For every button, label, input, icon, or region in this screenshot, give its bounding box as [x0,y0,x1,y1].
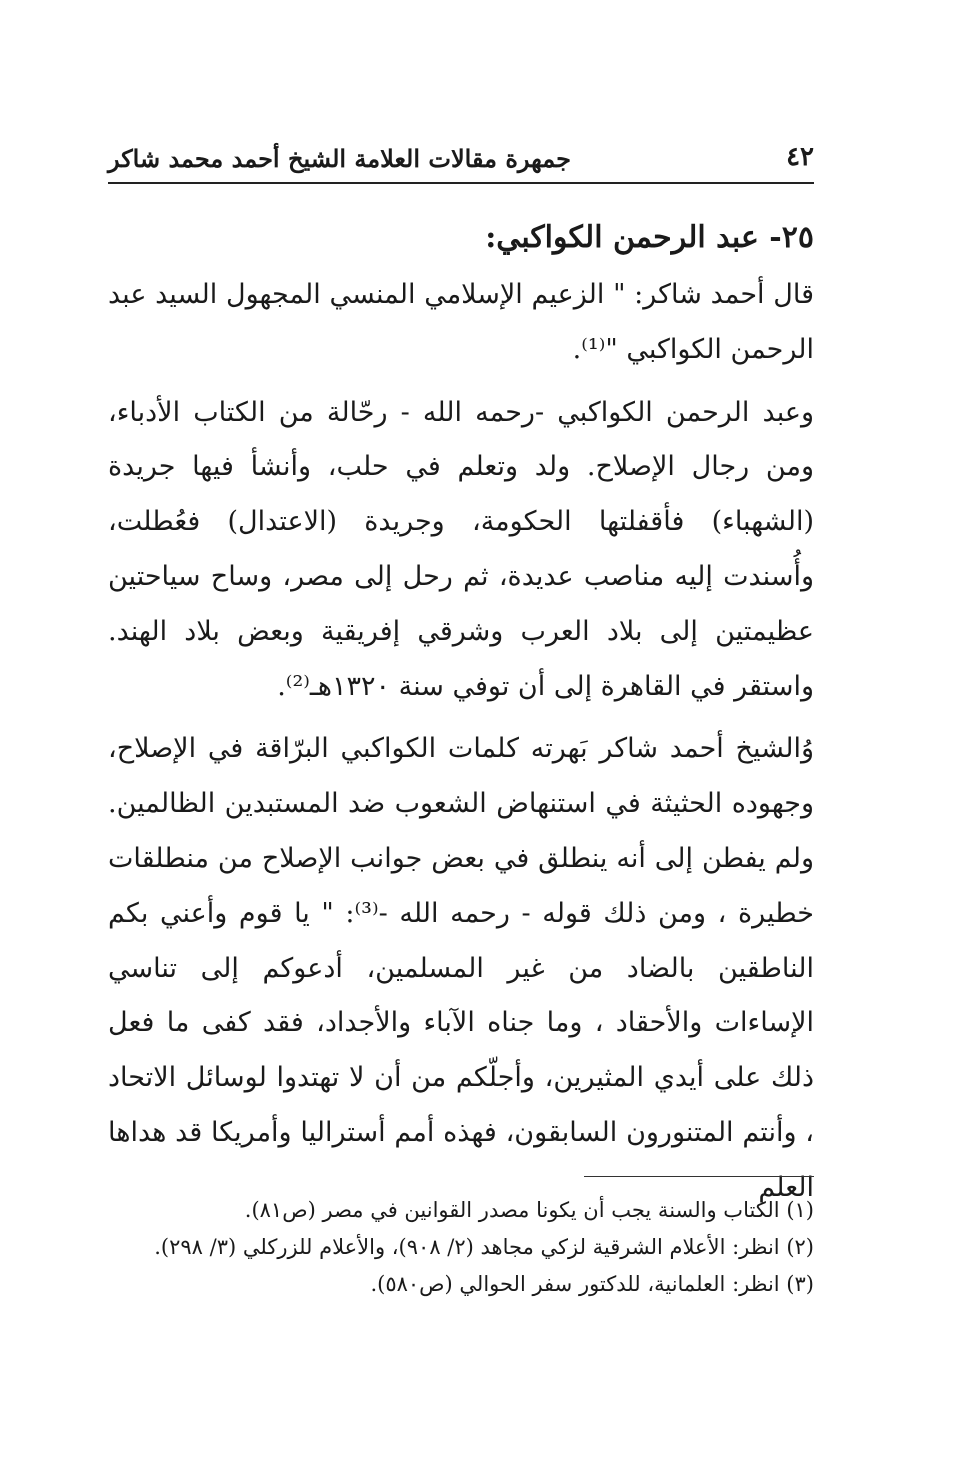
paragraph-1: قال أحمد شاكر: " الزعيم الإسلامي المنسي المجهول السيد عبد الرحمن الكواكبي "⁽¹⁾. [108,279,814,365]
paragraph-2: وعبد الرحمن الكواكبي -رحمه الله - رحّالة من الكتاب الأدباء، ومن رجال الإصلاح. ولد وتعلم في حلب، وأنشأ فيها جريدة (الشهباء) فأقفلتها الحكومة، وجريدة (الاعتدال) فعُطلت، وأُسندت إليه مناصب عديدة، ثم رحل إلى مصر، وساح سياحتين عظيمتين إلى بلاد العرب وشرقي إفريقية وبعض بلاد الهند. واستقر في القاهرة إلى أن توفي سنة ١٣٢٠هـ⁽²⁾. [108,396,814,702]
footnote-3: (٣) انظر: العلمانية، للدكتور سفر الحوالي (ص٥٨٠). [370,1272,814,1296]
page-number: ٤٢ [786,142,814,172]
running-title: جمهرة مقالات العلامة الشيخ أحمد محمد شاكر [108,144,571,173]
page-header [108,138,814,184]
footnote-1: (١) الكتاب والسنة يجب أن يكونا مصدر القوانين في مصر (ص٨١). [244,1198,814,1222]
main-text [108,208,814,1216]
footnote-divider [584,1176,814,1177]
paragraph-3: وُالشيخ أحمد شاكر بَهرته كلمات الكواكبي البرّاقة في الإصلاح، وجهوده الحثيثة في استنهاض الشعوب ضد المستبدين الظالمين. ولم يفطن إلى أنه ينطلق في بعض جوانب الإصلاح من منطلقات خطيرة ، ومن ذلك قوله - رحمه الله -⁽³⁾: " يا قوم وأعني بكم الناطقين بالضاد من غير المسلمين، أدعوكم إلى تناسي الإساءات والأحقاد ، وما جناه الآباء والأجداد، فقد كفى ما فعل ذلك على أيدي المثيرين، وأجلّكم من أن لا تهتدوا لوسائل الاتحاد ، وأنتم المتنورون السابقون، فهذه أمم أستراليا وأمريكا قد هداها العلم [108,733,814,1203]
section-heading: ٢٥- عبد الرحمن الكواكبي: [485,220,814,255]
footnote-2: (٢) انظر: الأعلام الشرقية لزكي مجاهد (٢/ ٩٠٨)، والأعلام للزركلي (٣/ ٢٩٨). [154,1235,814,1259]
footnotes [108,1192,814,1303]
